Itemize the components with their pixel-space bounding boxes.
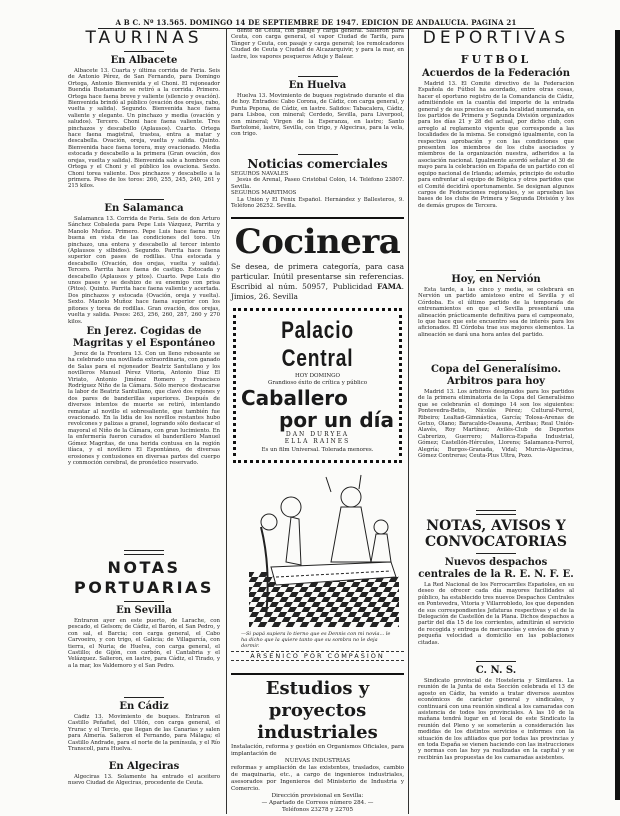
ad-palacio-central	[233, 308, 402, 463]
headline-huelva: En Huelva	[288, 80, 347, 91]
ad-estudios	[231, 673, 404, 744]
cartoon-drawing	[231, 467, 406, 627]
article-jerez: Jerez de la Frontera 13. Con un lleno rebosante se ha celebrado una novillada extraordinaria, con ganado de Salas para el rejoneador Beatriz Santullano y los novilleros Manuel Pérez Vitoria, Antonio Díaz El Viriato, Antonio Jiménez Romero y Francisco Rodríguez Niño de la Cámara. Sólo merece destacarse la labor de Beatriz Santullano, que clavó dos rejones y dos pares de banderillas superiores. Después de diversos intentos de muerte se retiró, intentando rematar al novillo el sobresaliente, que también fue ovacionado. En la lidia de los novillos restantes hubo revolcones y palizas a granel, logrando sólo destacar el mayoral el Niño de la Cámara, con gran lucimiento. En la enfermería fueron curados el banderillero Manuel Gómez Magritas, de una herida contusa en la región ilíaca, y el novillero El Espontáneo, de diversas erosiones y contusiones en diversas partes del cuerpo y conmoción cerebral, de pronóstico reservado.	[68, 351, 220, 466]
masthead: A B C. Nº 13.565. DOMINGO 14 DE SEPTIEMBRE DE 1947. EDICION DE ANDALUCIA. PAGINA 21	[98, 18, 534, 29]
ad-brand: FAMA	[377, 282, 402, 292]
article-acuerdos: Madrid 13. El Comité directivo de la Federación Española de Fútbol ha acordado, entre otras cosas, hacer el oportuno registro de la Comandancia de Cádiz, admitiéndole en la cuantía del importe de la entrada general y de sus precios en cada localidad numerada, en los partidos de Primera y Segunda División organizados para los días 21 y 28 del actual, por dicho club, con arreglo al reglamento vigente que corresponde a las localidades de la misma. Se consignó igualmente, con la respectiva aprobación y con las condiciones que presenten los miembros de los clubs asociados y miembros de la organización nuestra, adheridos a la asociación nacional. Igualmente acordó señalar el 30 de mayo para la celebración en España de un partido con el equipo nacional de Irlanda; además, principio de estudio para enfrentar al equipo de Bélgica y otros partidos que el Comité decidirá oportunamente. Se designan algunos cargos de Federaciones regionales, y se aprueban las bases de los clubs de Primera y Segunda División y los de demás grupos de Tercera.	[418, 81, 574, 209]
commercial-heading-1: SEGUROS NAVALES	[231, 171, 289, 177]
ad-cocinera-title: Cocinera	[234, 222, 401, 263]
divider	[476, 661, 516, 662]
ad-estudios-direction: Dirección provisional en Sevilla:	[271, 793, 364, 800]
article-despachos: La Red Nacional de los Ferrocarriles Españoles, en su deseo de ofrecer cada día mayores facilidades al público, ha establecido tres nuevos Despachos Centrales en Pontevedra, Vitoria y Villarrobledo, los que dependen de sus correspondientes Jefaturas respectivas y el de la Delegación de Castellón de la Plana. Dichos despachos a partir del día 15 de los corrientes, admitirán el servicio de recogida y entrega de mercancías y envíos de gran y pequeña velocidad a domicilio en las poblaciones citadas.	[418, 582, 574, 646]
headline-algeciras: En Algeciras	[108, 761, 180, 772]
ad-cocinera	[231, 217, 404, 302]
ad-estudios-text-1: Instalación, reforma y gestión en Organismos Oficiales, para implantación de	[231, 744, 404, 758]
headline-jerez: En Jerez. Cogidas de Magritas y el Espontáneo	[72, 326, 216, 349]
ad-estudios-title-2: industriales	[257, 722, 378, 744]
commercial-text-2: La Unión y El Fénix Español. Hernández y Ballesteros, 9. Teléfono 26252. Sevilla.	[231, 196, 404, 210]
divider	[298, 76, 338, 77]
section-taurinas: TAURINAS	[85, 28, 203, 48]
article-algeciras: Algeciras 13. Solamente ha entrado el aceitero nuevo Ciudad de Algeciras, procedente de Ceuta.	[68, 774, 220, 787]
headline-noticias-comerciales: Noticias comerciales	[247, 157, 388, 171]
column-left	[68, 28, 220, 787]
cartoon-caption: —Si papá supiera lo tierno que es Dennis con mi novia... le ha dicho que la quiere tanto que su sombra no le deja dormir.	[241, 631, 391, 650]
article-salamanca: Salamanca 13. Corrida de Feria. Seis de don Arturo Sánchez Cobaleda para Pepe Luis Vázquez, Parrita y Manolo Muñoz. Primero. Pepe Luis hace faena muy buena en vista de las condiciones del toro. Un pinchazo, una entera y descabello al tercer intento (Aplausos y silbidos). Segundo. Parrita hace faena superior con pases de rodillas. Una estocada y descabello (Ovación, dos orejas, vuelta y salida). Tercero. Parrita hace faena de castigo. Estocada y descabello (Aplausos y pitos). Cuarto. Pepe Luis dio unos pases y se deshizo de su enemigo con prisa (Pitos). Quinto. Parrita hace faena valiente y acertada. Dos pinchazos y estocada (Ovación, oreja y vuelta). Sexto. Manolo Muñoz hace faena superior con los pitones y torea de rodillas. Gran ovación, dos orejas, vuelta y salida. Pesos: 263, 256, 260, 287, 260 y 270 kilos.	[68, 216, 220, 324]
headline-cadiz: En Cádiz	[119, 701, 169, 712]
headline-nervion: Hoy, en Nervión	[451, 274, 541, 285]
subsection-futbol: FUTBOL	[460, 53, 532, 66]
ornament-divider	[124, 550, 164, 555]
headline-salamanca: En Salamanca	[104, 203, 184, 214]
article-sevilla: Entraron ayer en este puerto, de Larache, con pescado, el Gelsom; de Cádiz, el Barón, el San Pedro, y con sal, el Barcia; con carga general, el Cabo Carvoeiro, y con trigo, el Galicia; de Villagarcía, con tierra, el Nuria; de Huelva, con carga general, el Castillo; de Gijón, con carbón, el Cantabria y el Velázquez. Salieron, en lastre, para Cádiz, el Tirado, y a la mar, los Valdemoro y el San Pedro.	[68, 618, 220, 669]
ad-estudios-emphasis: NUEVAS INDUSTRIAS	[284, 758, 351, 765]
column-middle	[226, 28, 409, 814]
section-notas-portuarias: NOTAS PORTUARIAS	[74, 558, 214, 597]
section-deportivas: DEPORTIVAS	[422, 28, 570, 48]
ad-text: . Jimios, 26. Sevilla	[231, 282, 404, 302]
article-huelva: Huelva 13. Movimiento de buques registrado durante el día de hoy. Entrados: Cabo Corona, de Cádiz, con carga general, y Punta Pepona, de Cádiz, en lastre. Salidos: Tabacalera, Cádiz, para Lisboa, con mineral; Cerdedo, Sevilla, para Liverpool, con mineral; Virgen de la Esperanza, en lastre; Santo Bartolomé, lastre, Sevilla, con trigo, y Algeciras, para la vela, con trigo.	[231, 93, 404, 138]
commercial-heading-2: SEGUROS MARITIMOS	[231, 190, 297, 197]
page-edge	[615, 30, 620, 800]
ad-cinema-name: Palacio Central	[281, 317, 354, 373]
column-right	[418, 28, 574, 778]
divider	[124, 51, 164, 52]
article-cadiz: Cádiz 13. Movimiento de buques. Entraron el Castillo Peñafiel, del Ullón, con carga general, el Yrurac y el Tercio, que llegan de las Canarias y salen para Almería. Salieron el Fernando, para Málaga; el Castillo Andrade, para el norte de la península, y el Río Transcoll, para Huelva.	[68, 714, 220, 753]
ad-estudios-text-2: reformas y ampliación de las existentes, traslados, cambio de maquinaria, etc., a cargo de ingenieros industriales, asesorados por Ingenieros del Ministerio de Industria y Comercio.	[231, 765, 404, 793]
ad-film-title-1: Caballero	[241, 386, 348, 411]
article-continued: dente de Ceuta, con pasaje y carga general. Salieron para Ceuta, con carga general, el vapor Ciudad de Tarifa, para Tánger y Ceuta, con pasaje y carga general; los remolcadores Ciudad de Ceuta y Ciudad de Alcazarquivir, y para la mar, en lastre, los vapores pesqueros Aduje y Balear.	[231, 28, 404, 60]
divider	[476, 270, 516, 271]
ornament-divider	[476, 510, 516, 515]
ad-text: Se desea, de primera categoría, para casa particular. Inútil presentarse sin referencias. Escribid al núm. 50957, Publicidad	[231, 262, 404, 292]
headline-albacete: En Albacete	[110, 55, 178, 66]
ad-estudios-phones: Teléfonos 23278 y 22705	[281, 807, 354, 814]
ad-today: HOY DOMINGO	[294, 373, 341, 380]
headline-cns: C. N. S.	[475, 665, 517, 676]
divider	[476, 553, 516, 554]
article-copa: Madrid 13. Los árbitros designados para los partidos de la primera eliminatoria de la Copa del Generalísimo que se celebrarán el domingo 14 son los siguientes: Pontevedra-Betis, Nicolás Pérez; Cultural-Ferrol, Ribeiro; Lealtad-Gimnástica, García; Tolosa-Arenas de Getxo, Olano; Baracaldo-Osasuna, Arribas; Real Unión-Alavés, Roy Martínez; Avilés-Club de Deportes Cabrerizo, Guerrero; Mallorca-España Industrial, Gómez; Castellón-Hércules, Llorens; Salamanca-Ferrol, Alegría; Burgos-Granada, Vidal; Murcia-Algeciras, Gómez Contreras; Ceuta-Plus Ultra, Pozo.	[418, 389, 574, 460]
divider	[124, 697, 164, 698]
ad-cast-2: ELLA RAINES	[284, 438, 351, 446]
ad-estudios-address: — Apartado de Correos número 284. —	[261, 800, 374, 807]
divider	[298, 154, 338, 155]
article-albacete: Albacete 13. Cuarta y última corrida de Feria. Seis de Antonio Pérez, de San Fernando, para Domingo Ortega, Antonio Bienvenida y el Choni. El rejoneador Buendía Bustamante se retiró a la corrida. Primero. Ortega hace faena breve y valiente (silencio y ovación). Bienvenida brindó al público (ovación dos orejas, rabo, vuelta y salida). Segundo. Bienvenida hace faena valiente y elegante. Un pinchazo y media (ovación y saludos). Tercero. Choni hace faena valiente. Tres pinchazos y descabello (Aplausos). Cuarto. Ortega hace faena magistral, trastea, entra a matar y descabella. Ovación, oreja, vuelta y salida. Quinto. Bienvenida hace faena torera, muy ovacionado. Media estocada y descabello a la primera (Gran ovación, dos orejas, vuelta y salida). Bienvenida sale a hombros con Ortega y el Choni y el público los ovaciona. Sexto. Choni torea valiente. Dos pinchazos y descabello a la primera. Peso de los toros: 260, 255, 245, 240, 261 y 215 kilos.	[68, 68, 220, 190]
headline-sevilla: En Sevilla	[116, 605, 172, 616]
divider	[124, 199, 164, 200]
cartoon-illustration	[231, 467, 404, 665]
ad-film-title-2: por un día	[279, 408, 394, 433]
divider	[124, 601, 164, 602]
article-nervion: Esta tarde, a las cinco y media, se celebrará en Nervión un partido amistoso entre el Sevilla y el Córdoba. Es el último partido de la temporada de entrenamientos en que el Sevilla presentará una alineación prácticamente definitiva para el campeonato, lo que hace que este encuentro sea de interés para los aficionados. El Córdoba trae sus mejores elementos. La alineación se dará una hora antes del partido.	[418, 287, 574, 338]
headline-copa: Copa del Generalísimo. Arbitros para hoy	[430, 364, 562, 387]
ad-estudios-title-1: Estudios y proyectos	[265, 678, 370, 722]
ad-note: Es un film Universal. Tolerada menores.	[261, 447, 374, 454]
divider	[476, 360, 516, 361]
ad-cocinera-text	[231, 262, 404, 302]
ad-tagline: Grandioso éxito de crítica y público	[267, 380, 368, 387]
ad-cast-1: DAN DURYEA	[285, 431, 350, 439]
commercial-text-1: Jesús de Arenal, Paseo Cristóbal Colón, 14. Teléfono 23807. Sevilla.	[231, 177, 404, 190]
headline-despachos: Nuevos despachos centrales de la R. E. N. F. E.	[418, 557, 574, 580]
cartoon-title: ARSENICO POR COMPASION	[231, 651, 404, 661]
section-notas-avisos: NOTAS, AVISOS Y CONVOCATORIAS	[425, 518, 567, 550]
headline-acuerdos: Acuerdos de la Federación	[422, 68, 570, 79]
article-cns: Sindicato provincial de Hostelería y Similares. La reunión de la Junta de esta Sección celebrada el 13 de agosto en Cádiz, ha venido a tratar diversos asuntos económicos de carácter general y sindicales, y continuará con una reunión sindical a los camaradas con asistencia de todos los provinciales. A las 10 de la mañana tendrá lugar en el local de este Sindicato la reunión del Pleno y se someterán a consideración las medidas de los distintos servicios e informes con la situación de los afiliados que por todas las provincias y en toda España se vienen haciendo con las instrucciones y normas con las hoy ya realizadas en la capital y se recibirán las propuestas de los camaradas asistentes.	[418, 678, 574, 761]
